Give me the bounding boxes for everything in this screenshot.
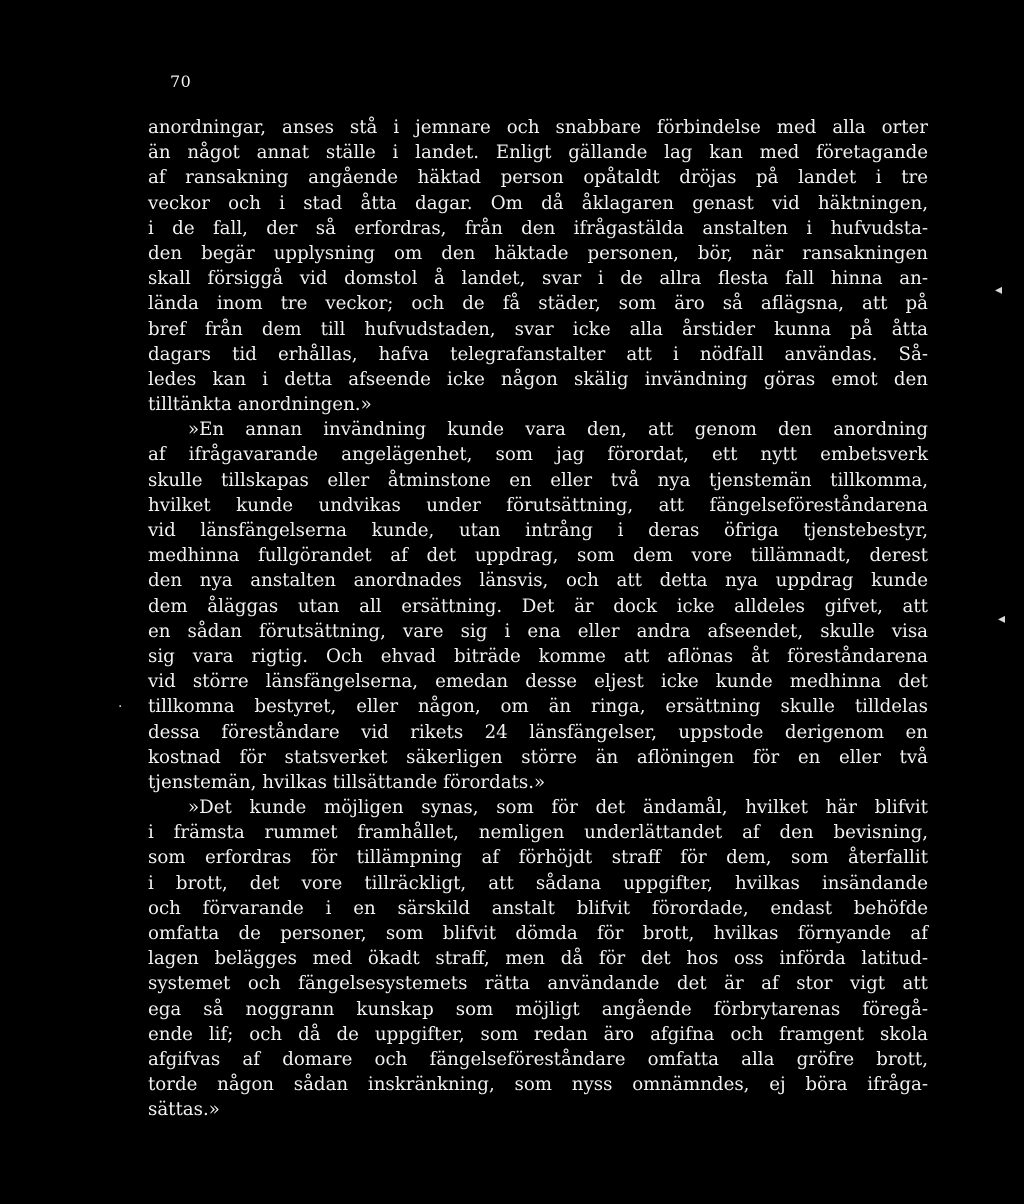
text-line: afgifvas af domare och fängelseföreståndare omfatta alla gröfre brott,	[148, 1048, 928, 1070]
text-line: tjenstemän, hvilkas tillsättande förordats.»	[148, 771, 546, 793]
text-line: vid länsfängelserna kunde, utan intrång i deras öfriga tjenstebestyr,	[148, 520, 928, 541]
text-line: den nya anstalten anordnades länsvis, och att detta nya uppdrag kunde	[148, 570, 928, 592]
text-line: som erfordras för tillämpning af förhöjdt straff för dem, som återfallit	[148, 847, 928, 869]
text-line: torde någon sådan inskränkning, som nyss omnämndes, ej böra ifråga-	[148, 1074, 928, 1096]
margin-speck-mark: ·	[118, 699, 123, 715]
text-line: dem åläggas utan all ersättning. Det är dock icke alldeles gifvet, att	[148, 595, 928, 617]
text-line: än något annat ställe i landet. Enligt gällande lag kan med företagande	[148, 142, 928, 164]
text-line: ende lif; och då de uppgifter, som redan äro afgifna och framgent skola	[148, 1023, 928, 1045]
text-line: vid större länsfängelserna, emedan desse eljest icke kunde medhinna det	[148, 671, 928, 693]
text-line: skulle tillskapas eller åtminstone en eller två nya tjenstemän tillkomma,	[148, 469, 928, 491]
text-line: sättas.»	[148, 1099, 220, 1121]
text-line: omfatta de personer, som blifvit dömda för brott, hvilkas förnyande af	[148, 923, 928, 944]
text-line: anordningar, anses stå i jemnare och snabbare förbindelse med alla orter	[148, 117, 928, 138]
text-line: i de fall, der så erfordras, från den ifrågastälda anstalten i hufvudsta-	[148, 217, 928, 239]
text-line: tillkomna bestyret, eller någon, om än ringa, ersättning skulle tilldelas	[148, 696, 928, 718]
text-line: medhinna fullgörandet af det uppdrag, som dem vore tillämnadt, derest	[148, 545, 928, 567]
text-line: veckor och i stad åtta dagar. Om då åklagaren genast vid häktningen,	[148, 192, 928, 214]
text-line: »En annan invändning kunde vara den, att genom den anordning	[188, 419, 928, 441]
text-line: den begär upplysning om den häktade personen, bör, när ransakningen	[148, 242, 928, 264]
text-line: ledes kan i detta afseende icke någon skälig invändning göras emot den	[148, 368, 928, 390]
text-line: och förvarande i en särskild anstalt blifvit förordade, endast behöfde	[148, 897, 928, 919]
text-line: bref från dem till hufvudstaden, svar icke alla årstider kunna på åtta	[148, 318, 928, 340]
margin-speck-mark: ◂	[998, 611, 1006, 627]
text-line: hvilket kunde undvikas under förutsättning, att fängelseföreståndarena	[148, 494, 928, 516]
text-line: sig vara rigtig. Och ehvad biträde komme att aflönas åt föreståndarena	[148, 645, 928, 667]
body-text	[148, 115, 928, 1123]
paragraph-1	[148, 115, 928, 417]
text-line: i främsta rummet framhållet, nemligen underlättandet af den bevisning,	[148, 822, 928, 844]
text-line: kostnad för statsverket säkerligen större än aflöningen för en eller två	[148, 746, 928, 768]
text-line: skall försiggå vid domstol å landet, svar i de allra flesta fall hinna an-	[148, 268, 928, 290]
text-line: af ransakning angående häktad person opåtaldt dröjas på landet i tre	[148, 167, 928, 189]
paragraph-3	[148, 795, 928, 1122]
text-line: ega så noggrann kunskap som möjligt angående förbrytarenas föregå-	[148, 998, 928, 1020]
text-line: i brott, det vore tillräckligt, att sådana uppgifter, hvilkas insändande	[148, 872, 928, 894]
paragraph-2	[148, 417, 928, 795]
text-line: dessa föreståndare vid rikets 24 länsfängelser, uppstode derigenom en	[148, 721, 928, 743]
text-line: »Det kunde möjligen synas, som för det ändamål, hvilket här blifvit	[188, 797, 928, 819]
margin-speck-mark: ◂	[995, 282, 1003, 298]
text-line: tilltänkta anordningen.»	[148, 394, 372, 416]
text-line: dagars tid erhållas, hafva telegrafanstalter att i nödfall användas. Så-	[148, 343, 928, 365]
text-line: systemet och fängelsesystemets rätta användande det är af stor vigt att	[148, 973, 928, 995]
page-number: 70	[170, 72, 192, 91]
text-line: af ifrågavarande angelägenhet, som jag förordat, ett nytt embetsverk	[148, 444, 928, 466]
text-line: lända inom tre veckor; och de få städer, som äro så aflägsna, att på	[148, 293, 928, 315]
text-line: lagen belägges med ökadt straff, men då för det hos oss införda latitud-	[148, 948, 928, 970]
text-line: en sådan förutsättning, vare sig i ena eller andra afseendet, skulle visa	[148, 620, 928, 642]
